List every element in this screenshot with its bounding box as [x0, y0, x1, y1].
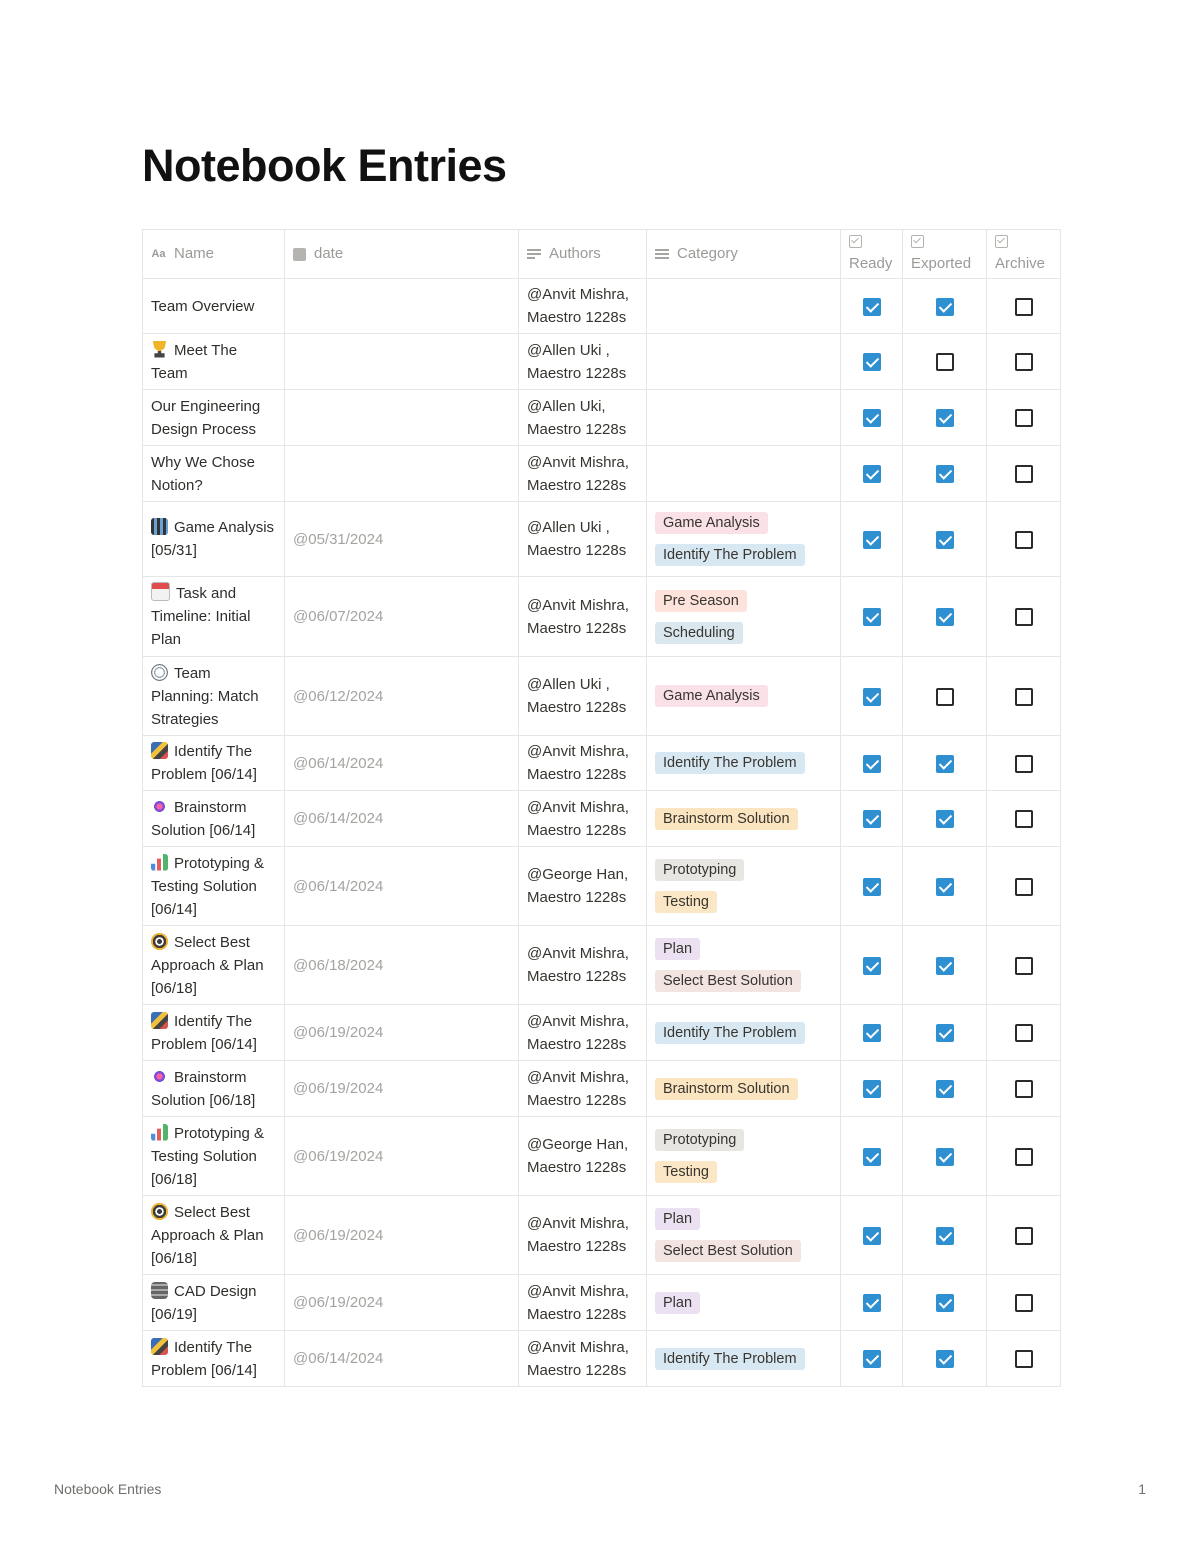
people-icon	[151, 742, 168, 759]
column-header-label: Exported	[911, 255, 972, 272]
checkbox-property-icon	[911, 235, 924, 248]
entry-authors[interactable]: @Anvit Mishra, Maestro 1228s	[519, 1275, 647, 1331]
entry-authors[interactable]: @Anvit Mishra, Maestro 1228s	[519, 1331, 647, 1387]
ready-checkbox[interactable]	[863, 1148, 881, 1166]
entry-authors[interactable]: @Anvit Mishra, Maestro 1228s	[519, 1196, 647, 1275]
entry-name-cell[interactable]	[143, 1196, 285, 1275]
table-row[interactable]	[143, 657, 1061, 736]
entry-name[interactable]: Select Best Approach & Plan [06/18]	[151, 1203, 264, 1267]
archive-cell	[987, 791, 1061, 847]
entry-authors[interactable]: @Anvit Mishra, Maestro 1228s	[519, 577, 647, 657]
archive-cell	[987, 577, 1061, 657]
entry-name-cell[interactable]	[143, 279, 285, 334]
entry-category-cell[interactable]	[647, 926, 841, 1005]
exported-cell	[903, 736, 987, 791]
archive-checkbox[interactable]	[1015, 608, 1033, 626]
ready-cell	[841, 1005, 903, 1061]
entry-authors[interactable]: @Anvit Mishra, Maestro 1228s	[519, 791, 647, 847]
table-row[interactable]	[143, 1331, 1061, 1387]
exported-cell	[903, 791, 987, 847]
entry-category-cell[interactable]	[647, 279, 841, 334]
ready-cell	[841, 736, 903, 791]
exported-checkbox[interactable]	[936, 465, 954, 483]
entry-name[interactable]: Brainstorm Solution [06/14]	[151, 798, 256, 839]
archive-checkbox[interactable]	[1015, 1024, 1033, 1042]
ready-cell	[841, 657, 903, 736]
entry-category-cell[interactable]	[647, 1117, 841, 1196]
category-tag[interactable]: Plan	[655, 1292, 700, 1314]
page-title: Notebook Entries	[142, 140, 507, 191]
ready-cell	[841, 446, 903, 502]
column-header-archive[interactable]	[987, 230, 1061, 279]
column-header-date[interactable]	[285, 230, 519, 279]
column-header-label: Name	[174, 245, 215, 262]
archive-checkbox[interactable]	[1015, 957, 1033, 975]
table-row[interactable]	[143, 791, 1061, 847]
list-icon	[655, 249, 669, 259]
entry-name[interactable]: Task and Timeline: Initial Plan	[151, 585, 251, 648]
entry-category-cell[interactable]	[647, 502, 841, 577]
table-row[interactable]	[143, 1005, 1061, 1061]
table-row[interactable]	[143, 736, 1061, 791]
ready-cell	[841, 390, 903, 446]
entry-authors[interactable]: @George Han, Maestro 1228s	[519, 847, 647, 926]
archive-cell	[987, 390, 1061, 446]
bar-chart-icon	[151, 854, 168, 871]
entry-authors[interactable]: @Allen Uki , Maestro 1228s	[519, 657, 647, 736]
archive-cell	[987, 1061, 1061, 1117]
archive-cell	[987, 1275, 1061, 1331]
notebook-entries-table	[142, 229, 1061, 1387]
exported-checkbox[interactable]	[936, 957, 954, 975]
table-row[interactable]	[143, 1196, 1061, 1275]
archive-checkbox[interactable]	[1015, 688, 1033, 706]
entry-date[interactable]: @06/19/2024	[285, 1117, 519, 1196]
exported-checkbox[interactable]	[936, 298, 954, 316]
entry-authors[interactable]: @Anvit Mishra, Maestro 1228s	[519, 736, 647, 791]
exported-cell	[903, 1331, 987, 1387]
archive-cell	[987, 279, 1061, 334]
ready-cell	[841, 1117, 903, 1196]
table-row[interactable]	[143, 279, 1061, 334]
sparkler-icon	[151, 1068, 168, 1085]
column-header-ready[interactable]	[841, 230, 903, 279]
column-header-label: date	[314, 245, 344, 262]
exported-cell	[903, 279, 987, 334]
category-tag[interactable]: Prototyping	[655, 859, 744, 881]
entry-name[interactable]: Team Overview	[151, 297, 255, 315]
exported-cell	[903, 926, 987, 1005]
table-row[interactable]	[143, 1061, 1061, 1117]
sparkler-icon	[151, 798, 168, 815]
entry-date[interactable]	[285, 446, 519, 502]
table-row[interactable]	[143, 446, 1061, 502]
archive-checkbox[interactable]	[1015, 1227, 1033, 1245]
entry-category-cell[interactable]	[647, 577, 841, 657]
ready-cell	[841, 1061, 903, 1117]
bar-chart-icon	[151, 1124, 168, 1141]
entry-name[interactable]: CAD Design [06/19]	[151, 1282, 257, 1323]
exported-cell	[903, 390, 987, 446]
exported-checkbox[interactable]	[936, 1227, 954, 1245]
exported-checkbox[interactable]	[936, 608, 954, 626]
archive-checkbox[interactable]	[1015, 298, 1033, 316]
column-header-label: Archive	[995, 255, 1046, 272]
table-row[interactable]	[143, 577, 1061, 657]
archive-checkbox[interactable]	[1015, 1294, 1033, 1312]
entry-authors[interactable]: @Anvit Mishra, Maestro 1228s	[519, 446, 647, 502]
entry-authors[interactable]: @Allen Uki , Maestro 1228s	[519, 502, 647, 577]
ready-cell	[841, 926, 903, 1005]
entry-name[interactable]: Prototyping & Testing Solution [06/18]	[151, 1124, 265, 1188]
entry-name[interactable]: Select Best Approach & Plan [06/18]	[151, 933, 264, 997]
ready-cell	[841, 577, 903, 657]
entry-name[interactable]: Identify The Problem [06/14]	[151, 1012, 257, 1053]
exported-checkbox[interactable]	[936, 688, 954, 706]
entry-category-cell[interactable]	[647, 390, 841, 446]
entry-date[interactable]: @06/19/2024	[285, 1196, 519, 1275]
entry-category-cell[interactable]	[647, 1331, 841, 1387]
ready-cell	[841, 502, 903, 577]
entry-date[interactable]: @06/07/2024	[285, 577, 519, 657]
page-number: 1	[1138, 1481, 1146, 1497]
archive-checkbox[interactable]	[1015, 353, 1033, 371]
entry-date[interactable]	[285, 390, 519, 446]
entry-name-cell[interactable]	[143, 926, 285, 1005]
entry-authors[interactable]: @Anvit Mishra, Maestro 1228s	[519, 1005, 647, 1061]
table-row[interactable]	[143, 1117, 1061, 1196]
column-header-exported[interactable]	[903, 230, 987, 279]
entry-authors[interactable]: @Anvit Mishra, Maestro 1228s	[519, 279, 647, 334]
ready-checkbox[interactable]	[863, 608, 881, 626]
exported-checkbox[interactable]	[936, 353, 954, 371]
exported-cell	[903, 446, 987, 502]
column-header-label: Authors	[549, 245, 601, 262]
people-icon	[151, 1338, 168, 1355]
table-header-row	[143, 230, 1061, 279]
archive-cell	[987, 657, 1061, 736]
ready-checkbox[interactable]	[863, 755, 881, 773]
people-icon	[151, 1012, 168, 1029]
archive-checkbox[interactable]	[1015, 878, 1033, 896]
archive-checkbox[interactable]	[1015, 755, 1033, 773]
column-header-name[interactable]	[143, 230, 285, 279]
entry-name[interactable]: Brainstorm Solution [06/18]	[151, 1068, 256, 1109]
ready-checkbox[interactable]	[863, 1227, 881, 1245]
exported-cell	[903, 334, 987, 390]
text-lines-icon	[527, 249, 541, 259]
ready-checkbox[interactable]	[863, 688, 881, 706]
exported-checkbox[interactable]	[936, 878, 954, 896]
exported-checkbox[interactable]	[936, 755, 954, 773]
entry-name-cell[interactable]	[143, 390, 285, 446]
category-tag[interactable]: Scheduling	[655, 622, 743, 644]
exported-checkbox[interactable]	[936, 1080, 954, 1098]
entry-category-cell[interactable]	[647, 1275, 841, 1331]
exported-cell	[903, 1196, 987, 1275]
entry-name-cell[interactable]	[143, 791, 285, 847]
column-header-authors[interactable]	[519, 230, 647, 279]
category-tag[interactable]: Testing	[655, 1161, 717, 1183]
category-tag[interactable]: Identify The Problem	[655, 1022, 805, 1044]
ready-checkbox[interactable]	[863, 531, 881, 549]
archive-checkbox[interactable]	[1015, 409, 1033, 427]
archive-checkbox[interactable]	[1015, 465, 1033, 483]
category-tag[interactable]: Identify The Problem	[655, 1348, 805, 1370]
entry-category-cell[interactable]	[647, 446, 841, 502]
column-header-label: Category	[677, 245, 738, 262]
category-tag[interactable]: Testing	[655, 891, 717, 913]
category-tag[interactable]: Brainstorm Solution	[655, 1078, 798, 1100]
calendar-property-icon	[293, 248, 306, 261]
entry-name[interactable]: Meet The Team	[151, 341, 238, 382]
exported-cell	[903, 657, 987, 736]
archive-cell	[987, 1331, 1061, 1387]
table-row[interactable]	[143, 1275, 1061, 1331]
archive-cell	[987, 926, 1061, 1005]
table-row[interactable]	[143, 502, 1061, 577]
ready-checkbox[interactable]	[863, 298, 881, 316]
entry-category-cell[interactable]	[647, 791, 841, 847]
entry-name-cell[interactable]	[143, 847, 285, 926]
entry-date[interactable]: @06/14/2024	[285, 791, 519, 847]
archive-cell	[987, 334, 1061, 390]
entry-date[interactable]: @05/31/2024	[285, 502, 519, 577]
category-tag[interactable]: Select Best Solution	[655, 970, 801, 992]
archive-checkbox[interactable]	[1015, 1080, 1033, 1098]
ready-cell	[841, 847, 903, 926]
calendar-icon	[151, 582, 170, 601]
archive-cell	[987, 502, 1061, 577]
target-icon	[151, 933, 168, 950]
table-row[interactable]	[143, 334, 1061, 390]
entry-category-cell[interactable]	[647, 736, 841, 791]
entry-date[interactable]: @06/18/2024	[285, 926, 519, 1005]
archive-cell	[987, 446, 1061, 502]
checkbox-property-icon	[995, 235, 1008, 248]
ready-checkbox[interactable]	[863, 1024, 881, 1042]
exported-cell	[903, 1117, 987, 1196]
archive-cell	[987, 1196, 1061, 1275]
entry-category-cell[interactable]	[647, 1005, 841, 1061]
ready-checkbox[interactable]	[863, 353, 881, 371]
ready-checkbox[interactable]	[863, 810, 881, 828]
entry-category-cell[interactable]	[647, 657, 841, 736]
entry-name-cell[interactable]	[143, 1117, 285, 1196]
entry-date[interactable]: @06/14/2024	[285, 1331, 519, 1387]
entry-name[interactable]: Identify The Problem [06/14]	[151, 1338, 257, 1379]
ready-cell	[841, 334, 903, 390]
archive-checkbox[interactable]	[1015, 810, 1033, 828]
ready-checkbox[interactable]	[863, 1350, 881, 1368]
entry-name-cell[interactable]	[143, 657, 285, 736]
category-tag[interactable]: Select Best Solution	[655, 1240, 801, 1262]
category-tag[interactable]: Game Analysis	[655, 512, 768, 534]
compass-icon	[151, 664, 168, 681]
exported-cell	[903, 847, 987, 926]
exported-cell	[903, 1005, 987, 1061]
exported-checkbox[interactable]	[936, 1024, 954, 1042]
ready-cell	[841, 1196, 903, 1275]
category-tag[interactable]: Plan	[655, 938, 700, 960]
entry-authors[interactable]: @Allen Uki , Maestro 1228s	[519, 334, 647, 390]
exported-cell	[903, 1061, 987, 1117]
entry-category-cell[interactable]	[647, 847, 841, 926]
entry-name-cell[interactable]	[143, 334, 285, 390]
entry-name[interactable]: Team Planning: Match Strategies	[151, 664, 259, 728]
entry-name[interactable]: Identify The Problem [06/14]	[151, 743, 257, 783]
entry-name[interactable]: Game Analysis [05/31]	[151, 519, 275, 559]
exported-checkbox[interactable]	[936, 810, 954, 828]
exported-checkbox[interactable]	[936, 409, 954, 427]
ready-cell	[841, 279, 903, 334]
trophy-icon	[151, 341, 168, 358]
cad-icon	[151, 1282, 168, 1299]
archive-cell	[987, 847, 1061, 926]
column-header-category[interactable]	[647, 230, 841, 279]
entry-authors[interactable]: @George Han, Maestro 1228s	[519, 1117, 647, 1196]
text-property-icon: Aa	[151, 247, 166, 260]
entry-category-cell[interactable]	[647, 1196, 841, 1275]
category-tag[interactable]: Plan	[655, 1208, 700, 1230]
entry-authors[interactable]: @Anvit Mishra, Maestro 1228s	[519, 1061, 647, 1117]
table-body	[143, 279, 1061, 1387]
ready-checkbox[interactable]	[863, 1294, 881, 1312]
entry-name-cell[interactable]	[143, 1331, 285, 1387]
entry-date[interactable]	[285, 334, 519, 390]
entry-authors[interactable]: @Anvit Mishra, Maestro 1228s	[519, 926, 647, 1005]
entry-name-cell[interactable]	[143, 736, 285, 791]
entry-date[interactable]: @06/14/2024	[285, 736, 519, 791]
category-tag[interactable]: Brainstorm Solution	[655, 808, 798, 830]
category-tag[interactable]: Identify The Problem	[655, 752, 805, 774]
archive-checkbox[interactable]	[1015, 531, 1033, 549]
entry-name-cell[interactable]	[143, 577, 285, 657]
entry-date[interactable]	[285, 279, 519, 334]
entry-name[interactable]: Our Engineering Design Process	[151, 397, 261, 438]
ready-checkbox[interactable]	[863, 465, 881, 483]
entry-name-cell[interactable]	[143, 1275, 285, 1331]
archive-cell	[987, 1117, 1061, 1196]
entry-name-cell[interactable]	[143, 1005, 285, 1061]
entry-date[interactable]: @06/19/2024	[285, 1275, 519, 1331]
category-tag[interactable]: Pre Season	[655, 590, 747, 612]
entry-category-cell[interactable]	[647, 334, 841, 390]
category-tag[interactable]: Prototyping	[655, 1129, 744, 1151]
entry-name[interactable]: Why We Chose Notion?	[151, 453, 255, 494]
ready-cell	[841, 1275, 903, 1331]
exported-checkbox[interactable]	[936, 531, 954, 549]
entry-name-cell[interactable]	[143, 1061, 285, 1117]
film-frames-icon	[151, 518, 168, 535]
exported-cell	[903, 577, 987, 657]
exported-cell	[903, 502, 987, 577]
table-row[interactable]	[143, 926, 1061, 1005]
table-row[interactable]	[143, 847, 1061, 926]
ready-checkbox[interactable]	[863, 957, 881, 975]
ready-checkbox[interactable]	[863, 409, 881, 427]
entry-date[interactable]: @06/14/2024	[285, 847, 519, 926]
entry-name-cell[interactable]	[143, 446, 285, 502]
ready-cell	[841, 1331, 903, 1387]
ready-cell	[841, 791, 903, 847]
checkbox-property-icon	[849, 235, 862, 248]
entry-name[interactable]: Prototyping & Testing Solution [06/14]	[151, 854, 265, 918]
category-tag[interactable]: Game Analysis	[655, 685, 768, 707]
entry-date[interactable]: @06/19/2024	[285, 1005, 519, 1061]
column-header-label: Ready	[849, 255, 893, 272]
ready-checkbox[interactable]	[863, 1080, 881, 1098]
archive-cell	[987, 1005, 1061, 1061]
category-tag[interactable]: Identify The Problem	[655, 544, 805, 566]
exported-checkbox[interactable]	[936, 1294, 954, 1312]
entry-name-cell[interactable]	[143, 502, 285, 577]
exported-checkbox[interactable]	[936, 1148, 954, 1166]
archive-checkbox[interactable]	[1015, 1350, 1033, 1368]
target-icon	[151, 1203, 168, 1220]
archive-cell	[987, 736, 1061, 791]
exported-cell	[903, 1275, 987, 1331]
exported-checkbox[interactable]	[936, 1350, 954, 1368]
footer-title: Notebook Entries	[54, 1481, 162, 1497]
entry-date[interactable]: @06/19/2024	[285, 1061, 519, 1117]
entry-category-cell[interactable]	[647, 1061, 841, 1117]
entry-authors[interactable]: @Allen Uki, Maestro 1228s	[519, 390, 647, 446]
table-row[interactable]	[143, 390, 1061, 446]
ready-checkbox[interactable]	[863, 878, 881, 896]
archive-checkbox[interactable]	[1015, 1148, 1033, 1166]
entry-date[interactable]: @06/12/2024	[285, 657, 519, 736]
